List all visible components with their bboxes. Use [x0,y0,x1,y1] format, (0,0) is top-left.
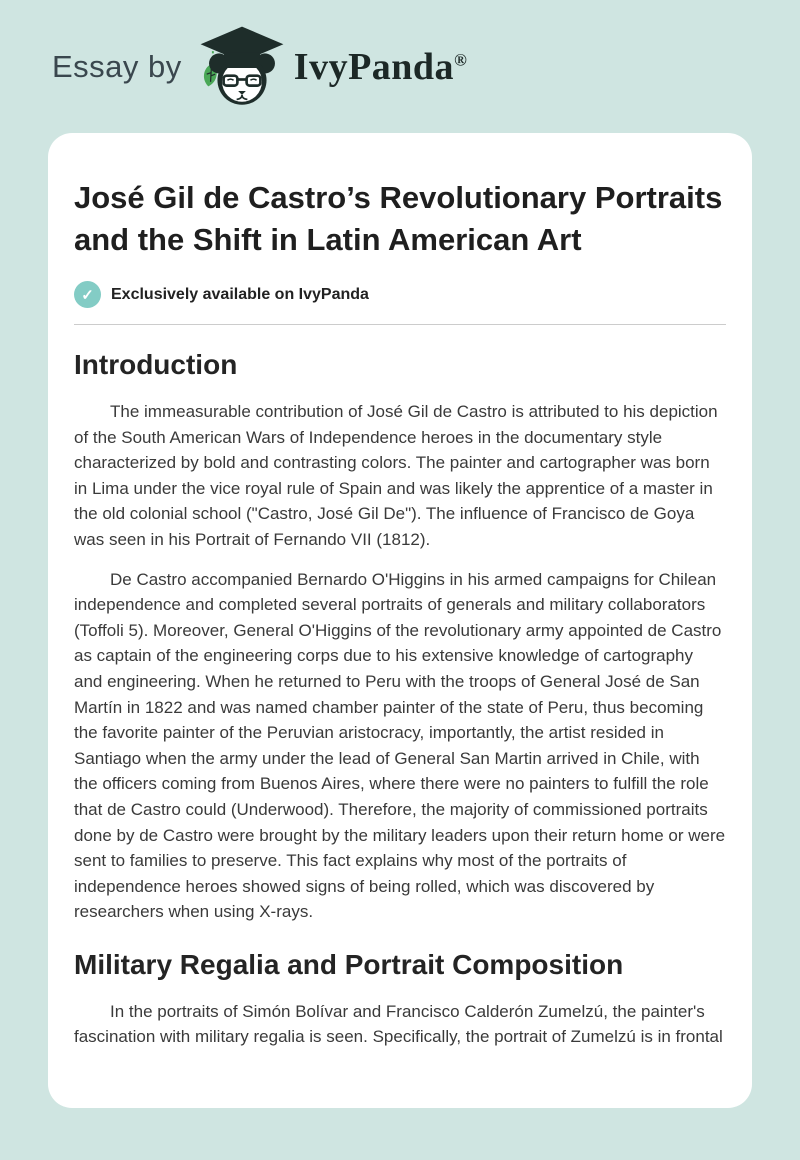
paragraph: In the portraits of Simón Bolívar and Francisco Calderón Zumelzú, the painter's fascination with military regalia is seen. Specifically, the portrait of Zumelzú is in frontal [74,1001,723,1047]
divider [74,324,726,325]
essay-card [48,133,752,1108]
brand-wordmark [294,45,467,89]
section-introduction [74,349,726,925]
brand-name: IvyPanda [293,45,455,88]
article-title: José Gil de Castro’s Revolutionary Portraits and the Shift in Latin American Art [74,180,723,257]
site-header [0,0,800,133]
panda-graduate-icon [196,22,288,114]
ivypanda-logo-link[interactable] [196,20,467,114]
military-regalia-heading: Military Regalia and Portrait Composition [74,948,624,980]
paragraph: The immeasurable contribution of José Gil de Castro is attributed to his depiction of the South American Wars of Independence heroes in the documentary style characterized by bold and contrasting colors. The painter and cartographer was born in Lima under the vice royal rule of Spain and was likely the apprentice of a master in the old colonial school ("Castro, José Gil De"). The influence of Francisco de Goya was seen in his Portrait of Fernando VII (1812). [74,402,718,549]
section-military-regalia [74,949,726,1050]
introduction-heading: Introduction [74,349,238,380]
check-icon: ✓ [74,281,101,308]
essay-by-label: Essay by [52,48,182,84]
exclusive-badge-label: Exclusively available on IvyPanda [111,285,369,303]
registered-mark: ® [454,49,468,69]
paragraph: De Castro accompanied Bernardo O'Higgins in his armed campaigns for Chilean independence and completed several portraits of generals and military collaborators (Toffoli 5). Moreover, General O'Higgins of the revolutionary army appointed de Castro as captain of the engineering corps due to his extensive knowledge of cartography and engineering. When he returned to Peru with the troops of General José de San Martín in 1822 and was named chamber painter of the state of Peru, thus becoming the favorite painter of the Peruvian aristocracy, importantly, the artist resided in Santiago when the army under the lead of General San Martin arrived in Chile, with the officers coming from Buenos Aires, where there were no painters to fulfill the role that de Castro could (Underwood). Therefore, the majority of commissioned portraits done by de Castro were brought by the military leaders upon their return home or were sent to families to preserve. This fact explains why most of the portraits of independence heroes showed signs of being rolled, which was discovered by researchers when using X-rays. [74,569,726,922]
exclusive-badge [74,281,726,308]
